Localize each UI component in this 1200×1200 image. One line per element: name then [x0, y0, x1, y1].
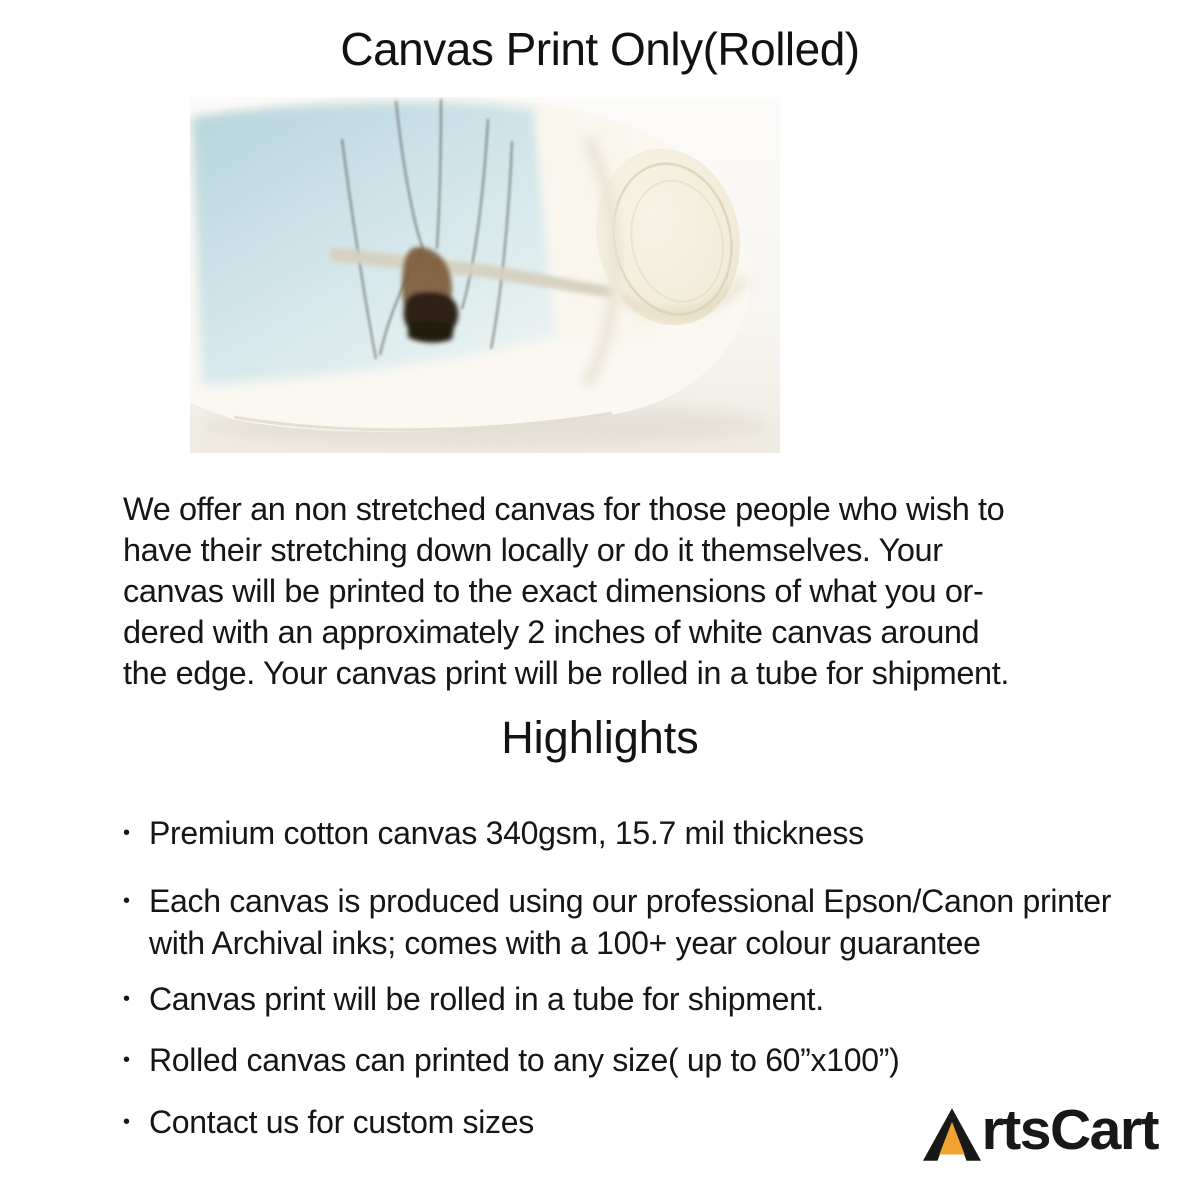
highlights-heading: Highlights [501, 712, 699, 763]
description-line: have their stretching down locally or do it themselves. Your [123, 532, 943, 568]
bullet-text [149, 880, 1111, 964]
bullet-text: Premium cotton canvas 340gsm, 15.7 mil thickness [149, 815, 864, 851]
bullet-line: Each canvas is produced using our professional Epson/Canon printer [149, 883, 1112, 919]
brand-logo [923, 1098, 1158, 1162]
bullet-dot-icon: • [123, 988, 130, 1010]
bullet-dot-icon: • [123, 1049, 130, 1071]
bullet-dot-icon: • [123, 890, 130, 912]
bullet-text: Rolled canvas can printed to any size( up to 60”x100”) [149, 1042, 900, 1078]
bullet-dot-icon: • [123, 822, 130, 844]
highlight-item [123, 812, 1153, 854]
rolled-canvas-illustration [190, 97, 780, 453]
logo-letter-a-icon [923, 1107, 981, 1162]
bullet-text: Contact us for custom sizes [149, 1104, 534, 1140]
description-paragraph [123, 489, 1123, 694]
page-title: Canvas Print Only(Rolled) [340, 23, 860, 75]
product-photo [190, 97, 780, 453]
highlight-item [123, 880, 1153, 964]
description-line: We offer an non stretched canvas for those people who wish to [123, 491, 1005, 527]
description-line: the edge. Your canvas print will be rolled in a tube for shipment. [123, 655, 1009, 691]
highlight-item [123, 978, 1153, 1020]
highlights-list [123, 812, 1153, 1143]
bullet-line: with Archival inks; comes with a 100+ year colour guarantee [149, 925, 981, 961]
bullet-text: Canvas print will be rolled in a tube for shipment. [149, 981, 824, 1017]
description-line: dered with an approximately 2 inches of white canvas around [123, 614, 980, 650]
description-line: canvas will be printed to the exact dimensions of what you or- [123, 573, 984, 609]
bullet-dot-icon: • [123, 1111, 130, 1133]
printed-image-area [192, 102, 558, 385]
logo-text: rtsCart [981, 1098, 1158, 1162]
highlight-item [123, 1039, 1153, 1081]
